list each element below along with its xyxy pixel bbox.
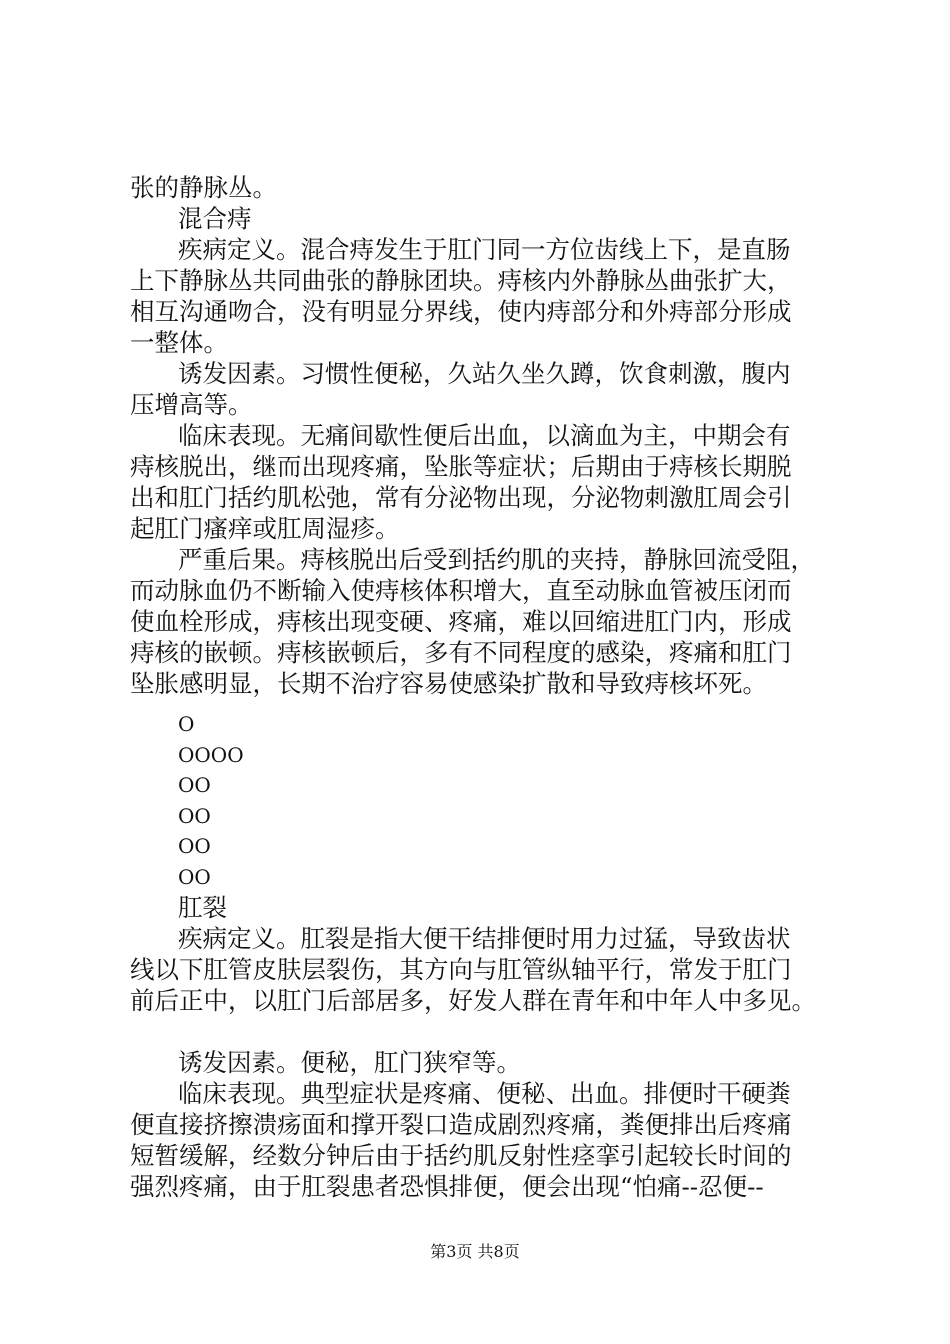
text-line: 疾病定义。混合痔发生于肛门同一方位齿线上下，是直肠 xyxy=(178,235,791,264)
text-line: 痔核的嵌顿。痔核嵌顿后，多有不同程度的感染，疼痛和肛门 xyxy=(130,638,792,667)
text-line: 临床表现。典型症状是疼痛、便秘、出血。排便时干硬粪 xyxy=(178,1079,791,1108)
document-body xyxy=(130,172,840,1202)
section-heading-mixed-hemorrhoids: 混合痔 xyxy=(178,204,252,233)
text-line: 张的静脉丛。 xyxy=(130,173,277,202)
text-line: 便直接挤擦溃疡面和撑开裂口造成剧烈疼痛，粪便排出后疼痛 xyxy=(130,1110,792,1139)
text-line: 严重后果。痔核脱出后受到括约肌的夹持，静脉回流受阻， xyxy=(178,545,815,574)
text-line: 一整体。 xyxy=(130,328,228,357)
paragraph-gap xyxy=(130,1016,840,1047)
text-line: 压增高等。 xyxy=(130,390,253,419)
placeholder-marker: OO xyxy=(178,803,211,828)
text-line: 线以下肛管皮肤层裂伤，其方向与肛管纵轴平行，常发于肛门 xyxy=(130,955,792,984)
text-line: 使血栓形成，痔核出现变硬、疼痛，难以回缩进肛门内，形成 xyxy=(130,607,792,636)
text-line: 诱发因素。习惯性便秘，久站久坐久蹲，饮食刺激，腹内 xyxy=(178,359,791,388)
text-line: 强烈疼痛，由于肛裂患者恐惧排便，便会出现“怕痛--忍便-- xyxy=(130,1172,764,1201)
text-line: 疾病定义。肛裂是指大便干结排便时用力过猛，导致齿状 xyxy=(178,924,791,953)
placeholder-marker: O xyxy=(178,712,195,736)
placeholder-marker: OOOO xyxy=(178,742,244,767)
text-line: 痔核脱出，继而出现疼痛，坠胀等症状；后期由于痔核长期脱 xyxy=(130,452,792,481)
text-line: 相互沟通吻合，没有明显分界线，使内痔部分和外痔部分形成 xyxy=(130,297,792,326)
placeholder-marker: OO xyxy=(178,834,211,858)
section-heading-anal-fissure: 肛裂 xyxy=(178,893,227,922)
text-line: 上下静脉丛共同曲张的静脉团块。痔核内外静脉丛曲张扩大， xyxy=(130,266,792,295)
text-line: 坠胀感明显，长期不治疗容易使感染扩散和导致痔核坏死。 xyxy=(130,669,767,698)
text-line: 而动脉血仍不断输入使痔核体积增大，直至动脉血管被压闭而 xyxy=(130,576,792,605)
text-line: 临床表现。无痛间歇性便后出血，以滴血为主，中期会有 xyxy=(178,421,791,450)
text-line: 出和肛门括约肌松弛，常有分泌物出现，分泌物刺激肛周会引 xyxy=(130,483,792,512)
text-line: 起肛门瘙痒或肛周湿疹。 xyxy=(130,514,400,543)
text-line: 诱发因素。便秘，肛门狭窄等。 xyxy=(178,1048,521,1077)
placeholder-marker: OO xyxy=(178,864,211,889)
text-line: 前后正中，以肛门后部居多，好发人群在青年和中年人中多见。 xyxy=(130,986,816,1015)
page-number-footer: 第3页 共8页 xyxy=(430,1242,520,1261)
text-line: 短暂缓解，经数分钟后由于括约肌反射性痉挛引起较长时间的 xyxy=(130,1141,792,1170)
placeholder-marker: OO xyxy=(178,773,211,797)
